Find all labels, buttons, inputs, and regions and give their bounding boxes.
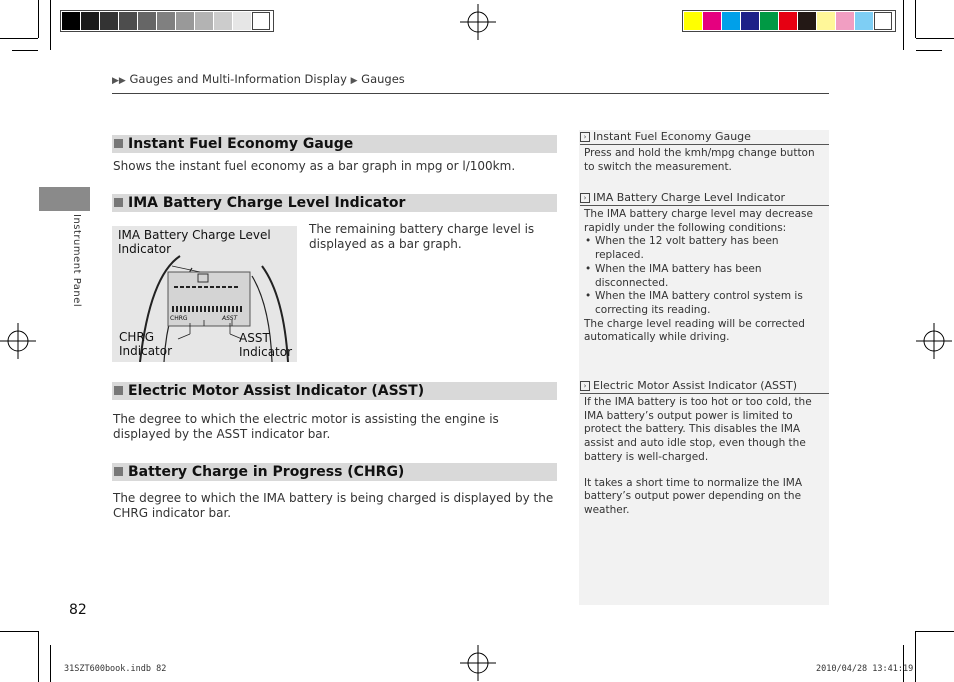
note-icon: › <box>580 381 590 391</box>
color-swatch <box>684 12 702 30</box>
chapter-tab[interactable] <box>39 187 90 211</box>
heading-square-icon <box>114 139 123 148</box>
registration-target-icon <box>0 323 36 359</box>
list-item: • When the IMA battery control system is correcting its reading. <box>595 290 826 317</box>
section-text-chrg: The degree to which the IMA battery is being charged is displayed by the CHRG indicator bar. <box>113 491 554 520</box>
note-title-fuel: › Instant Fuel Economy Gauge <box>580 130 829 145</box>
color-swatch <box>119 12 137 30</box>
color-swatch <box>81 12 99 30</box>
lcd-label-chrg: CHRG <box>170 315 188 322</box>
note-intro: The IMA battery charge level may decrease rapidly under the following conditions: <box>584 208 813 234</box>
heading-square-icon <box>114 386 123 395</box>
color-swatch <box>836 12 854 30</box>
note-body-ima <box>584 208 826 345</box>
breadcrumb-arrows: ▶▶ <box>112 76 126 86</box>
page-number: 82 <box>69 602 87 618</box>
note-body-asst <box>584 396 826 518</box>
heading-square-icon <box>114 198 123 207</box>
registration-target-icon <box>460 4 496 40</box>
header-rule <box>112 93 829 94</box>
color-swatch <box>817 12 835 30</box>
figure-label-chrg: CHRG Indicator <box>119 330 173 358</box>
figure-label-asst: ASST Indicator <box>239 331 293 359</box>
breadcrumb-separator: ▶ <box>350 76 358 86</box>
color-swatch <box>252 12 270 30</box>
note-icon: › <box>580 193 590 203</box>
list-item: • When the 12 volt battery has been replaced. <box>595 235 826 262</box>
figure-label-ima: IMA Battery Charge Level Indicator <box>118 228 271 256</box>
section-title: IMA Battery Charge Level Indicator <box>128 195 406 211</box>
note-paragraph: If the IMA battery is too hot or too cold, the IMA battery’s output power is limited to protect the battery. This disables the IMA assist and auto idle stop, even though the battery is well-charged. <box>584 396 812 463</box>
color-swatch <box>233 12 251 30</box>
lcd-label-asst: ASST <box>222 315 238 322</box>
note-bullet-list <box>584 235 826 317</box>
color-swatch <box>741 12 759 30</box>
heading-square-icon <box>114 467 123 476</box>
section-text-ima: The remaining battery charge level is displayed as a bar graph. <box>309 222 535 251</box>
grayscale-bar <box>60 10 274 32</box>
note-title-asst: › Electric Motor Assist Indicator (ASST) <box>580 379 829 394</box>
gauge-illustration <box>112 226 297 362</box>
color-swatch <box>195 12 213 30</box>
section-title: Battery Charge in Progress (CHRG) <box>128 464 405 480</box>
color-swatch <box>62 12 80 30</box>
breadcrumb-parent[interactable]: Gauges and Multi-Information Display <box>129 72 347 86</box>
color-swatch <box>703 12 721 30</box>
color-swatch <box>855 12 873 30</box>
section-heading-ima <box>112 194 557 212</box>
section-title: Electric Motor Assist Indicator (ASST) <box>128 383 425 399</box>
note-text-fuel: Press and hold the kmh/mpg change button to switch the measurement. <box>584 147 815 173</box>
color-swatch <box>874 12 892 30</box>
color-swatch <box>779 12 797 30</box>
section-heading-chrg <box>112 463 557 481</box>
color-swatch <box>760 12 778 30</box>
color-swatch <box>798 12 816 30</box>
breadcrumb-current[interactable]: Gauges <box>361 72 405 86</box>
section-text-asst: The degree to which the electric motor is assisting the engine is displayed by the ASST indicator bar. <box>113 412 499 441</box>
section-text-fuel: Shows the instant fuel economy as a bar graph in mpg or l/100km. <box>113 159 516 173</box>
chapter-label: Instrument Panel <box>71 214 82 308</box>
section-title: Instant Fuel Economy Gauge <box>128 136 354 152</box>
color-swatch <box>138 12 156 30</box>
note-icon: › <box>580 132 590 142</box>
note-paragraph: It takes a short time to normalize the IMA battery’s output power depending on the weather. <box>584 476 803 516</box>
breadcrumb <box>112 72 405 86</box>
color-swatch <box>722 12 740 30</box>
note-outro: The charge level reading will be corrected automatically while driving. <box>584 317 805 344</box>
section-heading-asst <box>112 382 557 400</box>
color-bar <box>682 10 896 32</box>
note-title-ima: › IMA Battery Charge Level Indicator <box>580 191 829 206</box>
color-swatch <box>100 12 118 30</box>
footer-timestamp: 2010/04/28 13:41:19 <box>816 664 914 674</box>
color-swatch <box>157 12 175 30</box>
footer-filename: 31SZT600book.indb 82 <box>64 664 167 674</box>
section-heading-fuel <box>112 135 557 153</box>
registration-target-icon <box>460 645 496 681</box>
color-swatch <box>214 12 232 30</box>
registration-target-icon <box>916 323 952 359</box>
list-item: • When the IMA battery has been disconnected. <box>595 263 826 290</box>
color-swatch <box>176 12 194 30</box>
